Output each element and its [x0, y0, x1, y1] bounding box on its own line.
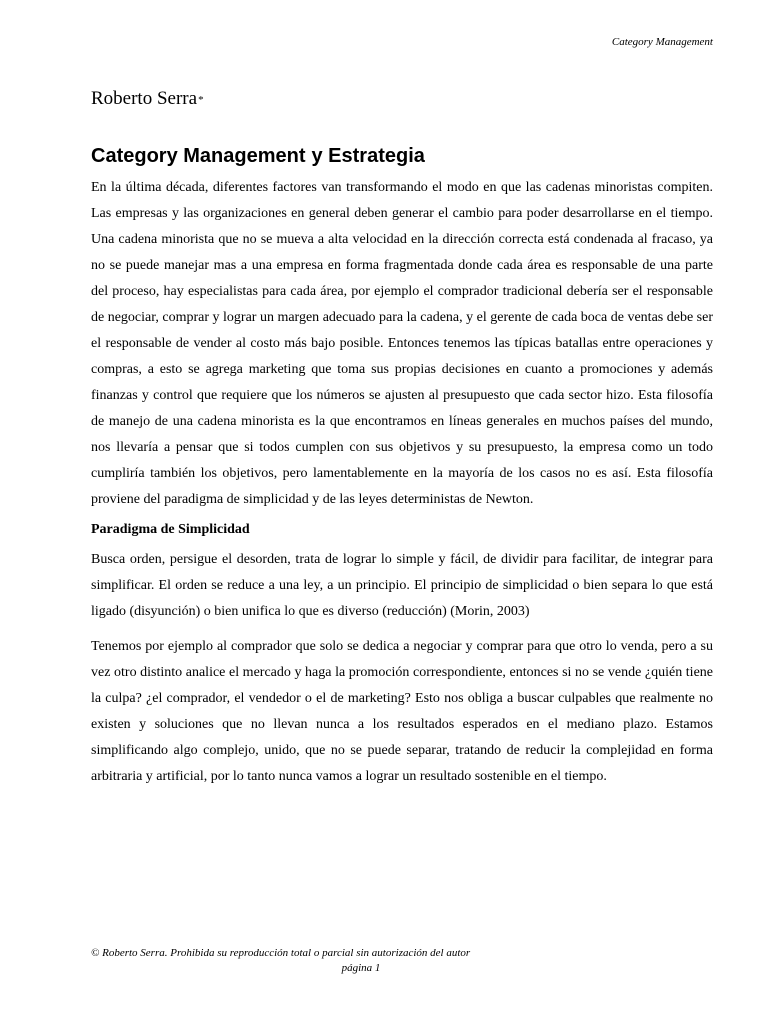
body-paragraph-2: Busca orden, persigue el desorden, trata de lograr lo simple y fácil, de dividir para facilitar, de integrar para simplificar. El orden se reduce a una ley, a un principio. El principio de simplicidad o bien separa lo que está ligado (disyunción) o bien unifica lo que es diverso (reducción) (Morin, 2003): [91, 552, 713, 619]
document-title-part2: y Estrategia: [311, 145, 425, 167]
author-footnote-mark: *: [198, 94, 204, 106]
page-footer: [91, 946, 631, 976]
article-body: [91, 175, 713, 799]
document-title-part1: Category Management: [91, 145, 306, 167]
footer-page-number: página 1: [341, 962, 381, 974]
section-heading: Paradigma de Simplicidad: [91, 522, 250, 537]
document-title: [91, 145, 425, 168]
author-name: [91, 88, 204, 110]
running-header: Category Management: [611, 36, 713, 48]
body-paragraph-1: En la última década, diferentes factores van transformando el modo en que las cadenas minoristas compiten. Las empresas y las organizaciones en general deben generar el cambio para poder desarrollarse en el tiempo. Una cadena minorista que no se mueva a alta velocidad en la dirección correcta está condenada al fracaso, ya no se puede manejar mas a una empresa en forma fragmentada donde cada área es responsable de una parte del proceso, hay especialistas para cada área, por ejemplo el comprador tradicional debería ser el responsable de negociar, comprar y lograr un margen adecuado para la cadena, y el gerente de cada boca de ventas debe ser el responsable de vender al costo más bajo posible. Entonces tenemos las típicas batallas entre operaciones y compras, a esto se agrega marketing que toma sus propias decisiones en cuanto a promociones y además finanzas y control que requiere que los números se ajusten al presupuesto que cada sector hizo. Esta filosofía de manejo de una cadena minorista es la que encontramos en líneas generales en muchos países del mundo, nos llevaría a pensar que si todos cumplen con sus objetivos y su presupuesto, la empresa como un todo cumpliría también los objetivos, pero lamentablemente en la mayoría de los casos no es así. Esta filosofía proviene del paradigma de simplicidad y de las leyes deterministas de Newton.: [91, 180, 713, 507]
footer-copyright: © Roberto Serra. Prohibida su reproducción total o parcial sin autorización del autor: [91, 947, 471, 959]
author-name-text: Roberto Serra: [91, 88, 198, 109]
body-paragraph-3: Tenemos por ejemplo al comprador que solo se dedica a negociar y comprar para que otro lo venda, pero a su vez otro distinto analice el mercado y haga la promoción correspondiente, entonces si no se vende ¿quién tiene la culpa? ¿el comprador, el vendedor o el de marketing? Esto nos obliga a buscar culpables que realmente no existen y soluciones que no llevan nunca a los resultados esperados en el mediano plazo. Estamos simplificando algo complejo, unido, que no se puede separar, tratando de reducir la complejidad en forma arbitraria y artificial, por lo tanto nunca vamos a lograr un resultado sostenible en el tiempo.: [91, 639, 713, 784]
